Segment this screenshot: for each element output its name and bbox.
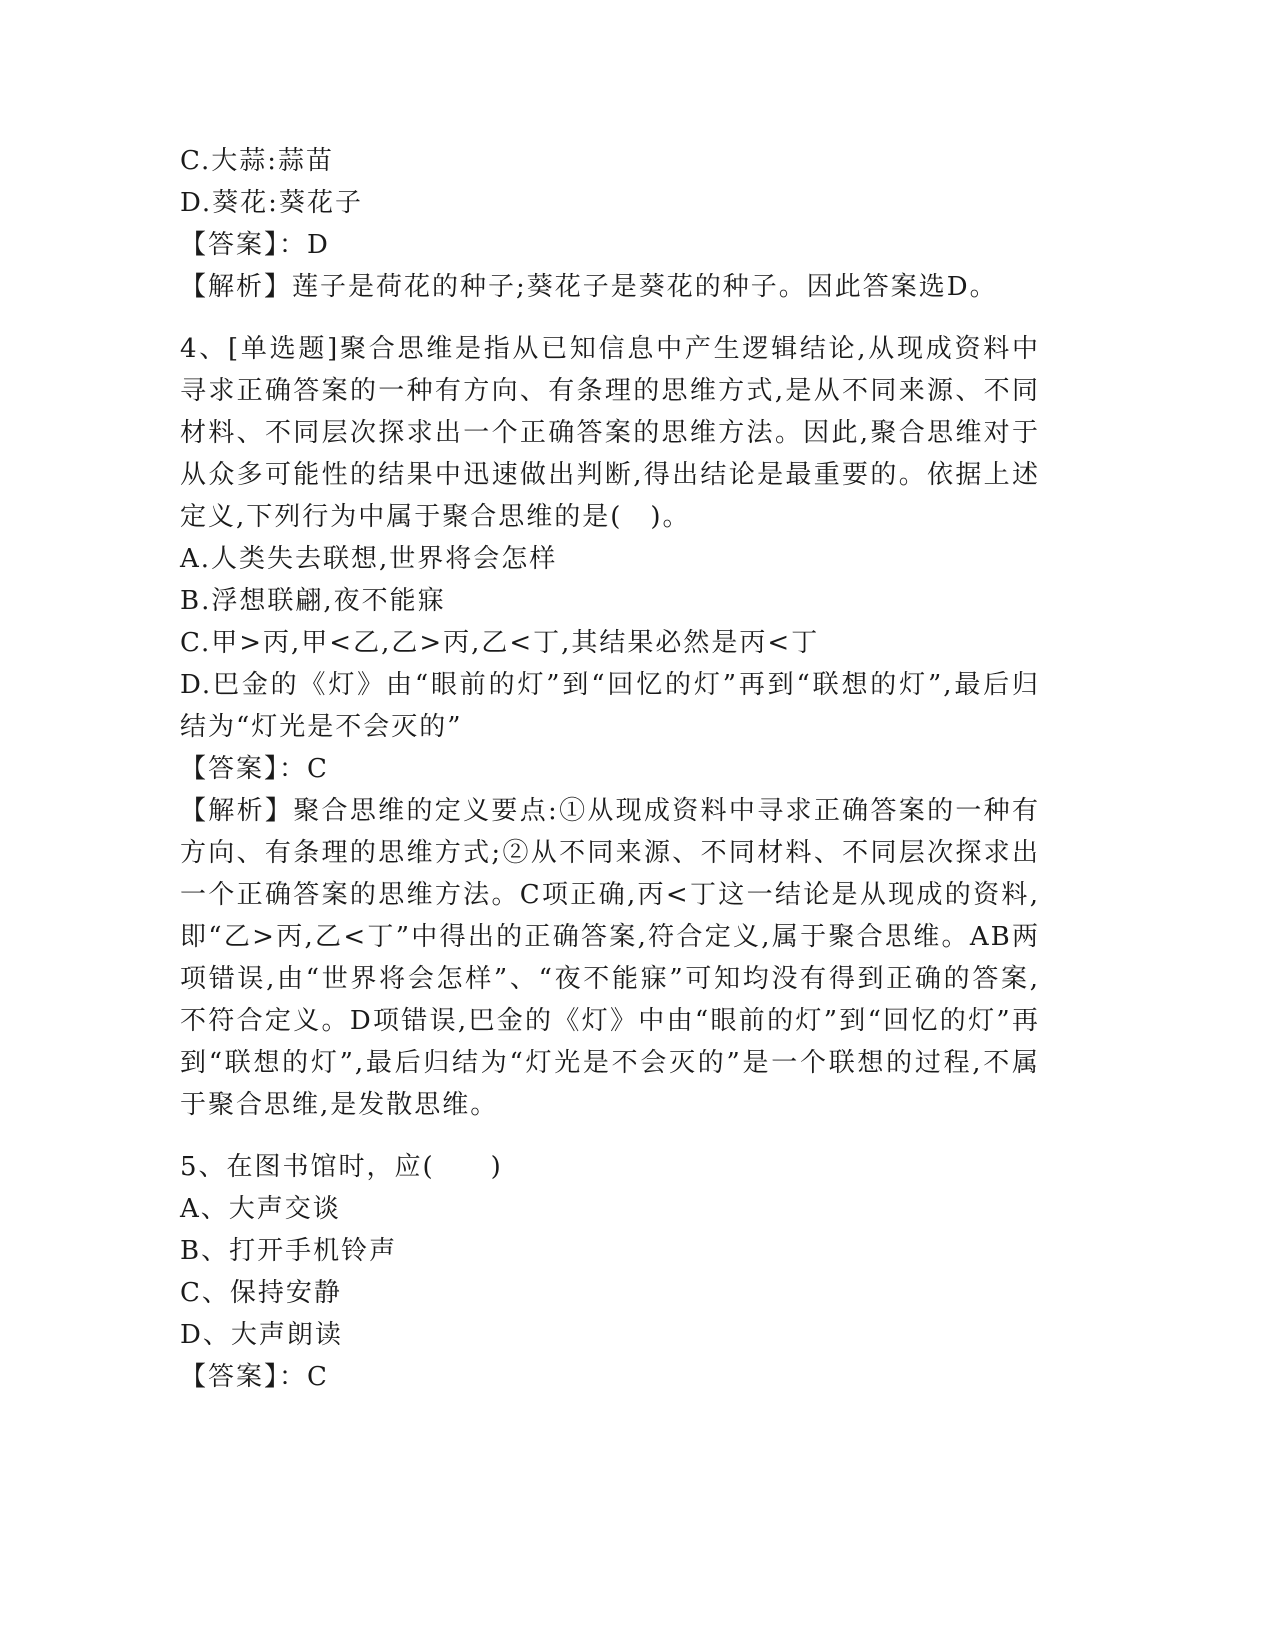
document-page	[180, 140, 1040, 1398]
q5-option-c: C、保持安静	[180, 1278, 342, 1308]
q3-option-c: C.大蒜:蒜苗	[180, 146, 334, 176]
q3-option-d: D.葵花:葵花子	[180, 188, 363, 218]
q5-option-d: D、大声朗读	[180, 1320, 343, 1350]
q4-option-a: A.人类失去联想,世界将会怎样	[180, 544, 558, 574]
q4-option-c: C.甲>丙,甲<乙,乙>丙,乙<丁,其结果必然是丙<丁	[180, 628, 820, 658]
q3-answer: 【答案】：D	[180, 230, 330, 260]
question-4	[180, 328, 1040, 1126]
q3-analysis: 【解析】莲子是荷花的种子;葵花子是葵花的种子。因此答案选D。	[180, 272, 998, 302]
q5-answer: 【答案】：C	[180, 1362, 329, 1392]
q4-option-d: D.巴金的《灯》由“眼前的灯”到“回忆的灯”再到“联想的灯”,最后归结为“灯光是不会灭的”	[180, 670, 1040, 742]
question-3-tail	[180, 140, 1040, 308]
q4-stem: 4、[单选题]聚合思维是指从已知信息中产生逻辑结论,从现成资料中寻求正确答案的一种有方向、有条理的思维方式,是从不同来源、不同材料、不同层次探求出一个正确答案的思维方法。因此,聚合思维对于从众多可能性的结果中迅速做出判断,得出结论是最重要的。依据上述定义,下列行为中属于聚合思维的是( )。	[180, 334, 1040, 532]
q4-option-b: B.浮想联翩,夜不能寐	[180, 586, 446, 616]
q5-option-b: B、打开手机铃声	[180, 1236, 398, 1266]
question-5	[180, 1146, 1040, 1398]
q5-option-a: A、大声交谈	[180, 1194, 341, 1224]
q5-stem: 5、在图书馆时，应( )	[180, 1152, 503, 1182]
q4-answer: 【答案】：C	[180, 754, 329, 784]
q4-analysis: 【解析】聚合思维的定义要点:①从现成资料中寻求正确答案的一种有方向、有条理的思维方式;②从不同来源、不同材料、不同层次探求出一个正确答案的思维方法。C项正确,丙<丁这一结论是从现成的资料,即“乙>丙,乙<丁”中得出的正确答案,符合定义,属于聚合思维。AB两项错误,由“世界将会怎样”、“夜不能寐”可知均没有得到正确的答案,不符合定义。D项错误,巴金的《灯》中由“眼前的灯”到“回忆的灯”再到“联想的灯”,最后归结为“灯光是不会灭的”是一个联想的过程,不属于聚合思维,是发散思维。	[180, 796, 1040, 1120]
